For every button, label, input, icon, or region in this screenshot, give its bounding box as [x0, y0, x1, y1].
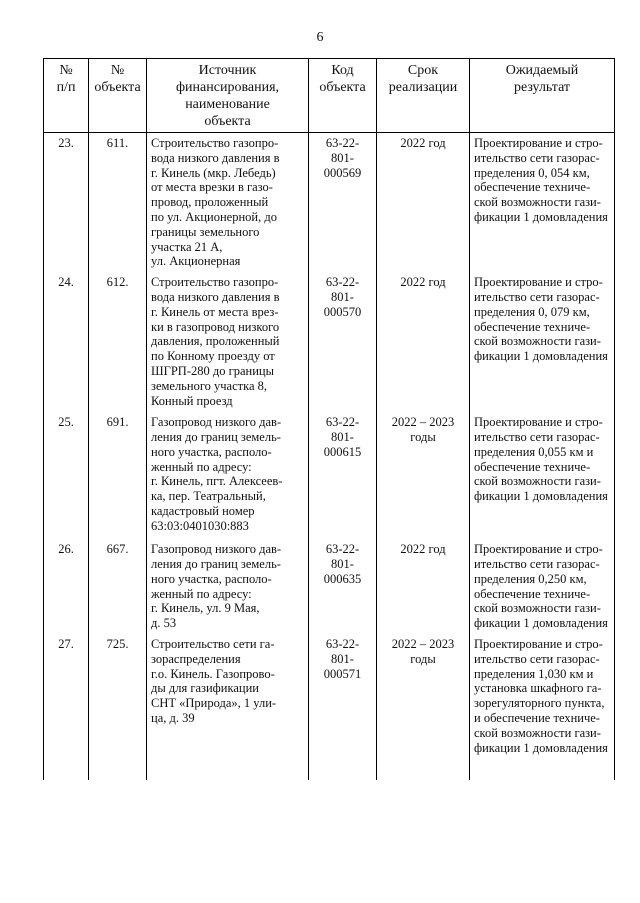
row-source: Строительство газопро- вода низкого давления в г. Кинель от места врез- ки в газопровод низкого давления, проложенный по Конному проезду от ШГРП-280 до границы земельного участка 8, Конный проезд	[147, 272, 309, 412]
row-source: Газопровод низкого дав- ления до границ земель- ного участка, располо- женный по адресу: г. Кинель, ул. 9 Мая, д. 53	[147, 539, 309, 634]
row-num: 25.	[44, 412, 89, 539]
row-term: 2022 год	[377, 539, 470, 634]
header-result: Ожидаемый результат	[470, 59, 615, 133]
row-code: 63-22- 801- 000571	[309, 634, 377, 780]
row-result: Проектирование и стро- ительство сети газорас- пределения 0,250 км, обеспечение техниче- ской возможности гази- фикации 1 домовладения	[470, 539, 615, 634]
row-code: 63-22- 801- 000635	[309, 539, 377, 634]
header-term: Срок реализации	[377, 59, 470, 133]
row-result: Проектирование и стро- ительство сети газорас- пределения 1,030 км и установка шкафного га- зорегуляторного пункта, и обеспечение техниче- ской возможности гази- фикации 1 домовладения	[470, 634, 615, 780]
row-object-number: 725.	[89, 634, 147, 780]
table-row	[44, 539, 615, 634]
row-term: 2022 год	[377, 272, 470, 412]
header-source: Источник финансирования, наименование объекта	[147, 59, 309, 133]
row-code: 63-22- 801- 000570	[309, 272, 377, 412]
row-term: 2022 год	[377, 133, 470, 273]
row-source: Газопровод низкого дав- ления до границ земель- ного участка, располо- женный по адресу: г. Кинель, пгт. Алексеев- ка, пер. Театральный, кадастровый номер 63:03:0401030:883	[147, 412, 309, 539]
row-object-number: 667.	[89, 539, 147, 634]
row-object-number: 611.	[89, 133, 147, 273]
header-code: Код объекта	[309, 59, 377, 133]
table-row	[44, 412, 615, 539]
row-num: 27.	[44, 634, 89, 780]
row-source: Строительство газопро- вода низкого давления в г. Кинель (мкр. Лебедь) от места врезки в газо- провод, проложенный по ул. Акционерной, до границы земельного участка 21 А, ул. Акционерная	[147, 133, 309, 273]
row-result: Проектирование и стро- ительство сети газорас- пределения 0, 054 км, обеспечение техниче- ской возможности гази- фикации 1 домовладения	[470, 133, 615, 273]
row-num: 24.	[44, 272, 89, 412]
row-source: Строительство сети га- зораспределения г.о. Кинель. Газопрово- ды для газификации СНТ «Природа», 1 ули- ца, д. 39	[147, 634, 309, 780]
row-code: 63-22- 801- 000569	[309, 133, 377, 273]
row-term: 2022 – 2023 годы	[377, 634, 470, 780]
header-num: № п/п	[44, 59, 89, 133]
row-num: 26.	[44, 539, 89, 634]
row-code: 63-22- 801- 000615	[309, 412, 377, 539]
row-result: Проектирование и стро- ительство сети газорас- пределения 0, 079 км, обеспечение техниче- ской возможности гази- фикации 1 домовладения	[470, 272, 615, 412]
row-object-number: 691.	[89, 412, 147, 539]
page-number: 6	[316, 30, 324, 45]
table-row	[44, 133, 615, 273]
row-object-number: 612.	[89, 272, 147, 412]
row-term: 2022 – 2023 годы	[377, 412, 470, 539]
row-result: Проектирование и стро- ительство сети газорас- пределения 0,055 км и обеспечение техниче- ской возможности гази- фикации 1 домовладения	[470, 412, 615, 539]
program-table	[43, 58, 615, 780]
row-num: 23.	[44, 133, 89, 273]
table-row	[44, 634, 615, 780]
header-object-number: № объекта	[89, 59, 147, 133]
table-header-row	[44, 59, 615, 133]
table-row	[44, 272, 615, 412]
